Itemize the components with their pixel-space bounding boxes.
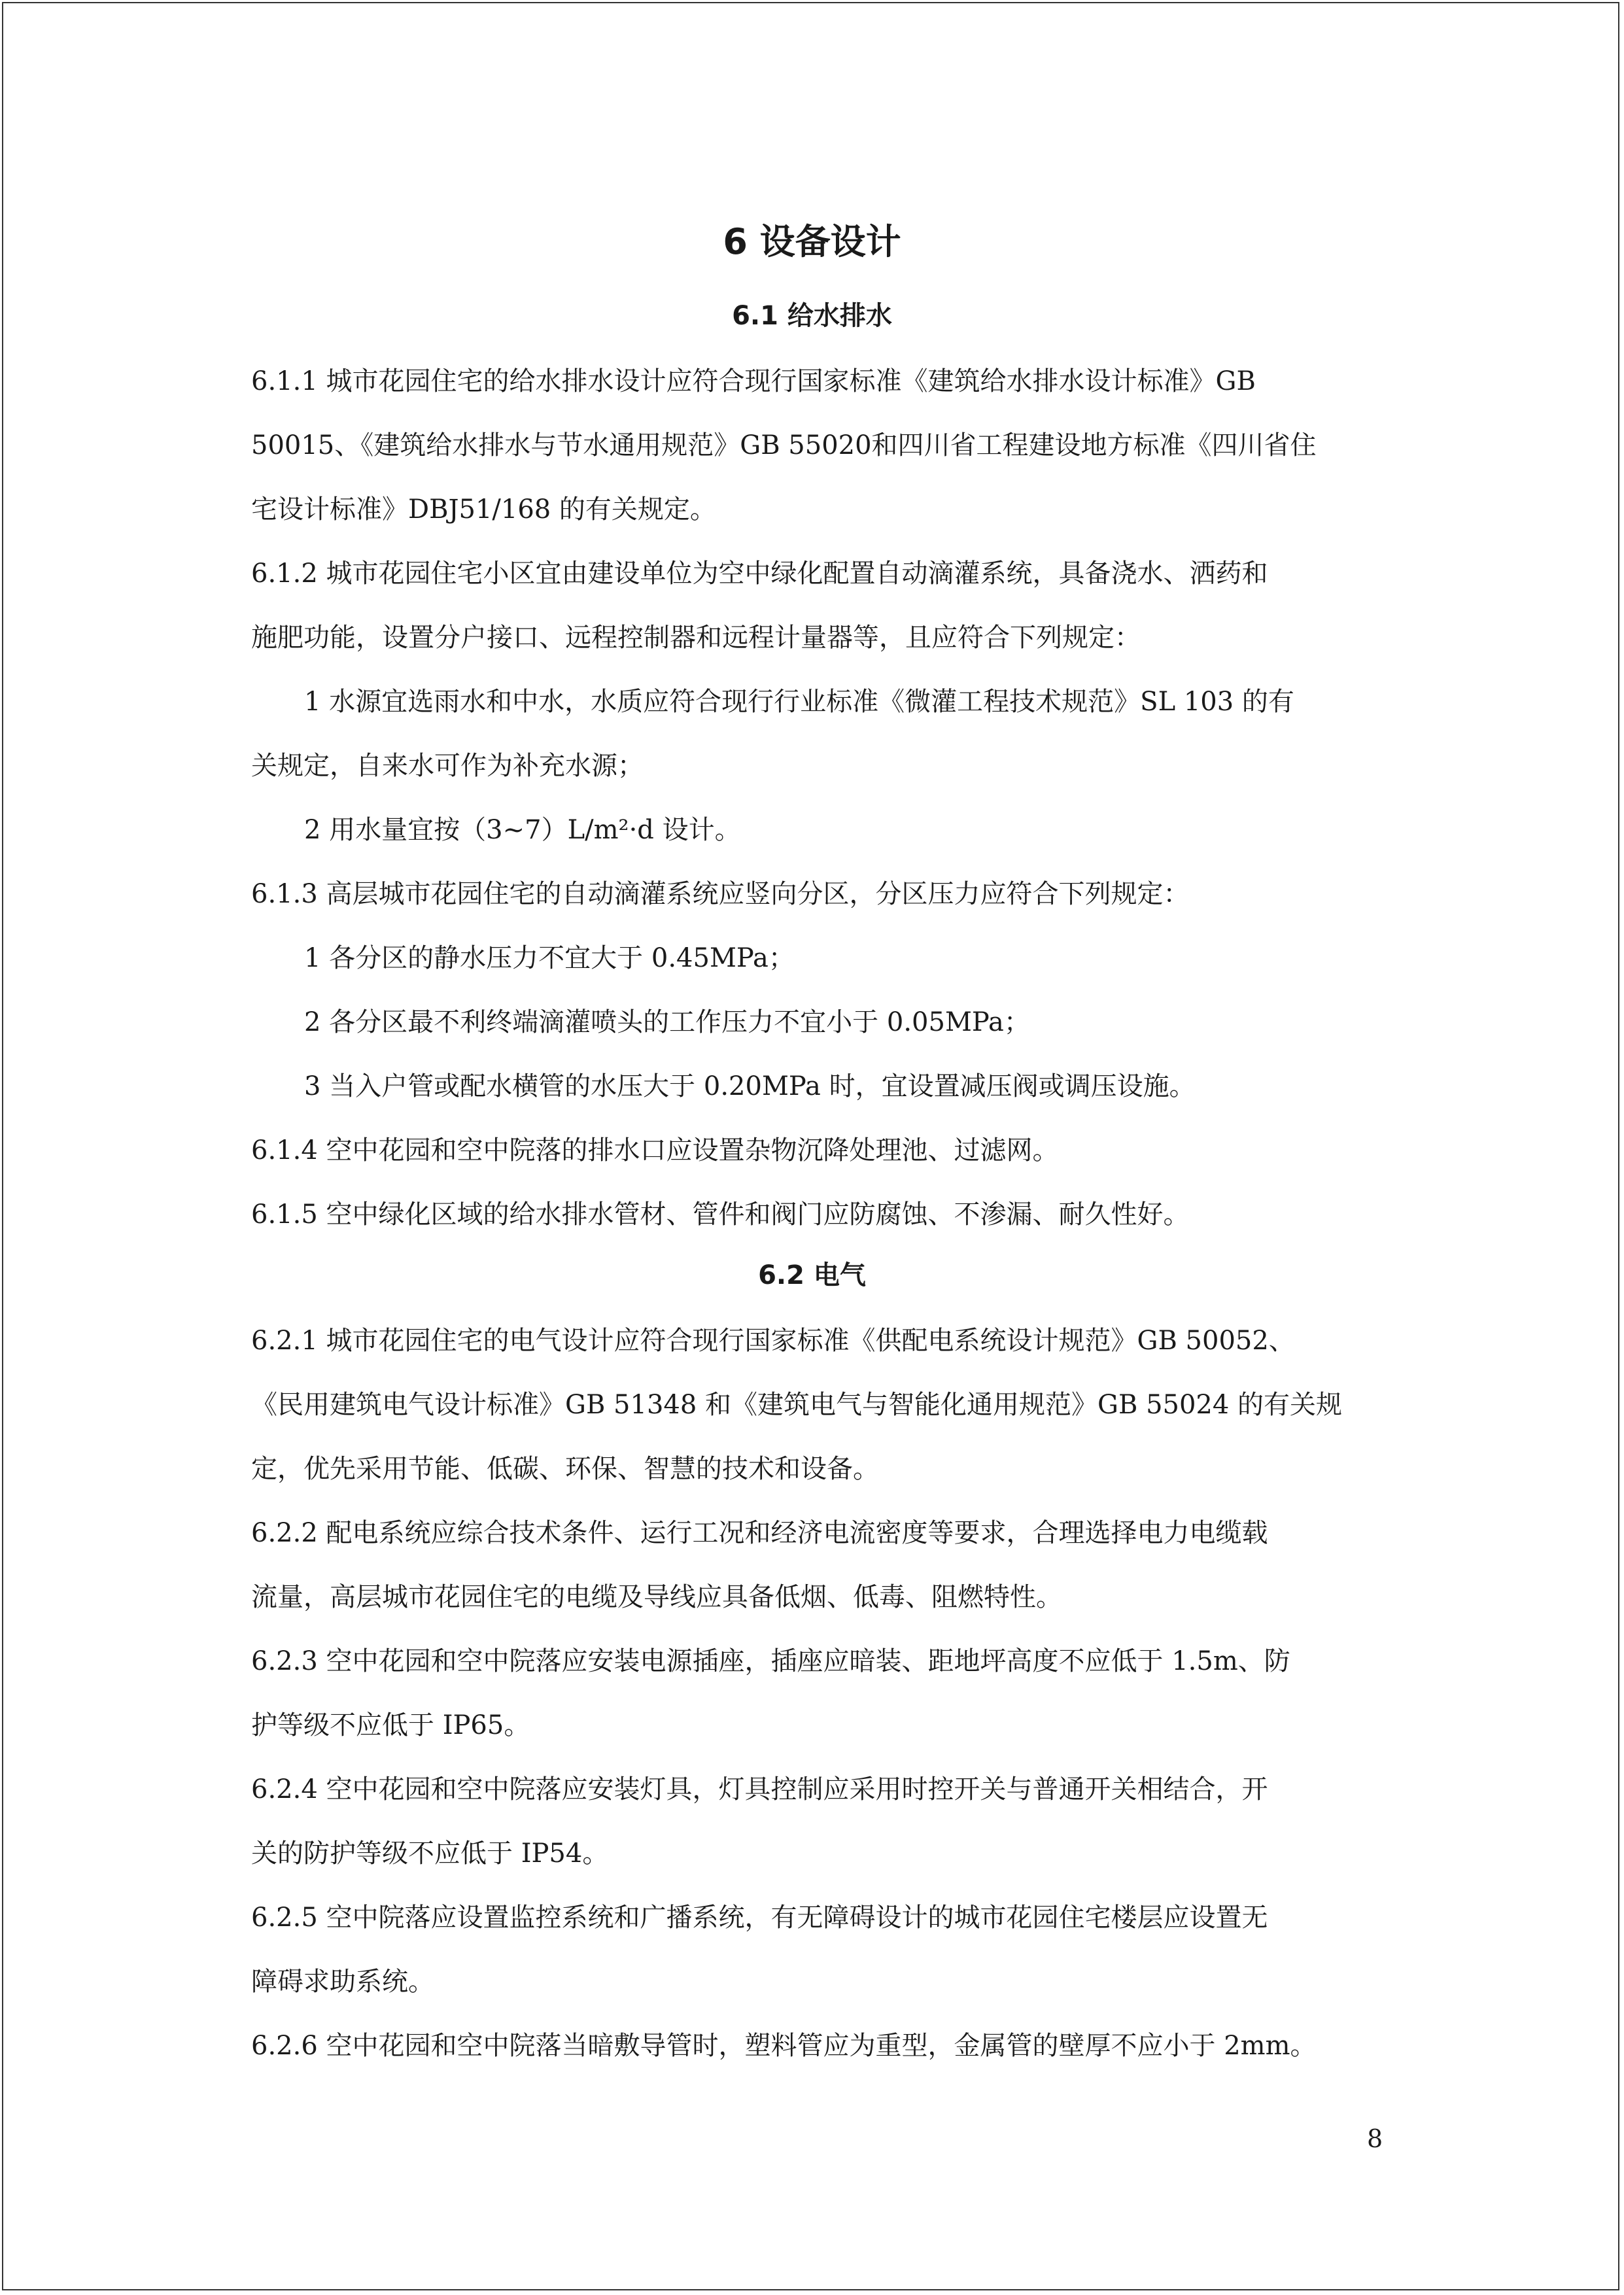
text-line: 护等级不应低于 IP65。 bbox=[251, 1710, 530, 1740]
chapter-title: 6 设备设计 bbox=[723, 221, 901, 262]
text-line: 6.1.4 空中花园和空中院落的排水口应设置杂物沉降处理池、过滤网。 bbox=[251, 1135, 1059, 1165]
page-number: 8 bbox=[1367, 2124, 1383, 2153]
text-line: 关规定，自来水可作为补充水源； bbox=[251, 751, 644, 781]
text-line: 施肥功能，设置分户接口、远程控制器和远程计量器等，且应符合下列规定： bbox=[251, 623, 1141, 653]
text-line: 6.2.2 配电系统应综合技术条件、运行工况和经济电流密度等要求，合理选择电力电缆载 bbox=[251, 1518, 1268, 1548]
text-line: 6.2.5 空中院落应设置监控系统和广播系统，有无障碍设计的城市花园住宅楼层应设置无 bbox=[251, 1903, 1268, 1933]
text-line: 《民用建筑电气设计标准》GB 51348 和《建筑电气与智能化通用规范》GB 55024 的有关规 bbox=[251, 1390, 1343, 1420]
text-line: 3 当入户管或配水横管的水压大于 0.20MPa 时，宜设置减压阀或调压设施。 bbox=[304, 1071, 1196, 1101]
text-line: 6.1.1 城市花园住宅的给水排水设计应符合现行国家标准《建筑给水排水设计标准》GB bbox=[251, 366, 1256, 396]
section-heading-6-2: 6.2 电气 bbox=[758, 1260, 866, 1290]
text-line: 1 水源宜选雨水和中水，水质应符合现行行业标准《微灌工程技术规范》SL 103 的有 bbox=[304, 687, 1294, 717]
text-line: 6.2.1 城市花园住宅的电气设计应符合现行国家标准《供配电系统设计规范》GB 50052、 bbox=[251, 1326, 1295, 1356]
text-line: 定，优先采用节能、低碳、环保、智慧的技术和设备。 bbox=[251, 1454, 879, 1484]
text-line: 6.2.4 空中花园和空中院落应安装灯具，灯具控制应采用时控开关与普通开关相结合，开 bbox=[251, 1774, 1268, 1804]
text-line: 50015、《建筑给水排水与节水通用规范》GB 55020和四川省工程建设地方标准《四川省住 bbox=[251, 430, 1317, 460]
text-line: 6.1.5 空中绿化区域的给水排水管材、管件和阀门应防腐蚀、不渗漏、耐久性好。 bbox=[251, 1199, 1190, 1230]
text-line: 6.2.6 空中花园和空中院落当暗敷导管时，塑料管应为重型，金属管的壁厚不应小于 2mm。 bbox=[251, 2031, 1317, 2061]
text-line: 障碍求助系统。 bbox=[251, 1967, 434, 1997]
text-line: 6.1.3 高层城市花园住宅的自动滴灌系统应竖向分区，分区压力应符合下列规定： bbox=[251, 879, 1190, 909]
text-line: 6.2.3 空中花园和空中院落应安装电源插座，插座应暗装、距地坪高度不应低于 1.5m、防 bbox=[251, 1646, 1290, 1676]
text-line: 2 各分区最不利终端滴灌喷头的工作压力不宜小于 0.05MPa； bbox=[304, 1007, 1030, 1037]
section-heading-6-1: 6.1 给水排水 bbox=[732, 301, 892, 331]
text-line: 流量，高层城市花园住宅的电缆及导线应具备低烟、低毒、阻燃特性。 bbox=[251, 1582, 1062, 1612]
text-line: 6.1.2 城市花园住宅小区宜由建设单位为空中绿化配置自动滴灌系统，具备浇水、洒药和 bbox=[251, 559, 1268, 589]
text-line: 关的防护等级不应低于 IP54。 bbox=[251, 1838, 609, 1869]
text-line: 2 用水量宜按（3~7）L/m²·d 设计。 bbox=[304, 815, 741, 845]
text-line: 宅设计标准》DBJ51/168 的有关规定。 bbox=[251, 494, 716, 525]
document-page bbox=[2, 2, 1619, 2290]
text-line: 1 各分区的静水压力不宜大于 0.45MPa； bbox=[304, 943, 795, 973]
